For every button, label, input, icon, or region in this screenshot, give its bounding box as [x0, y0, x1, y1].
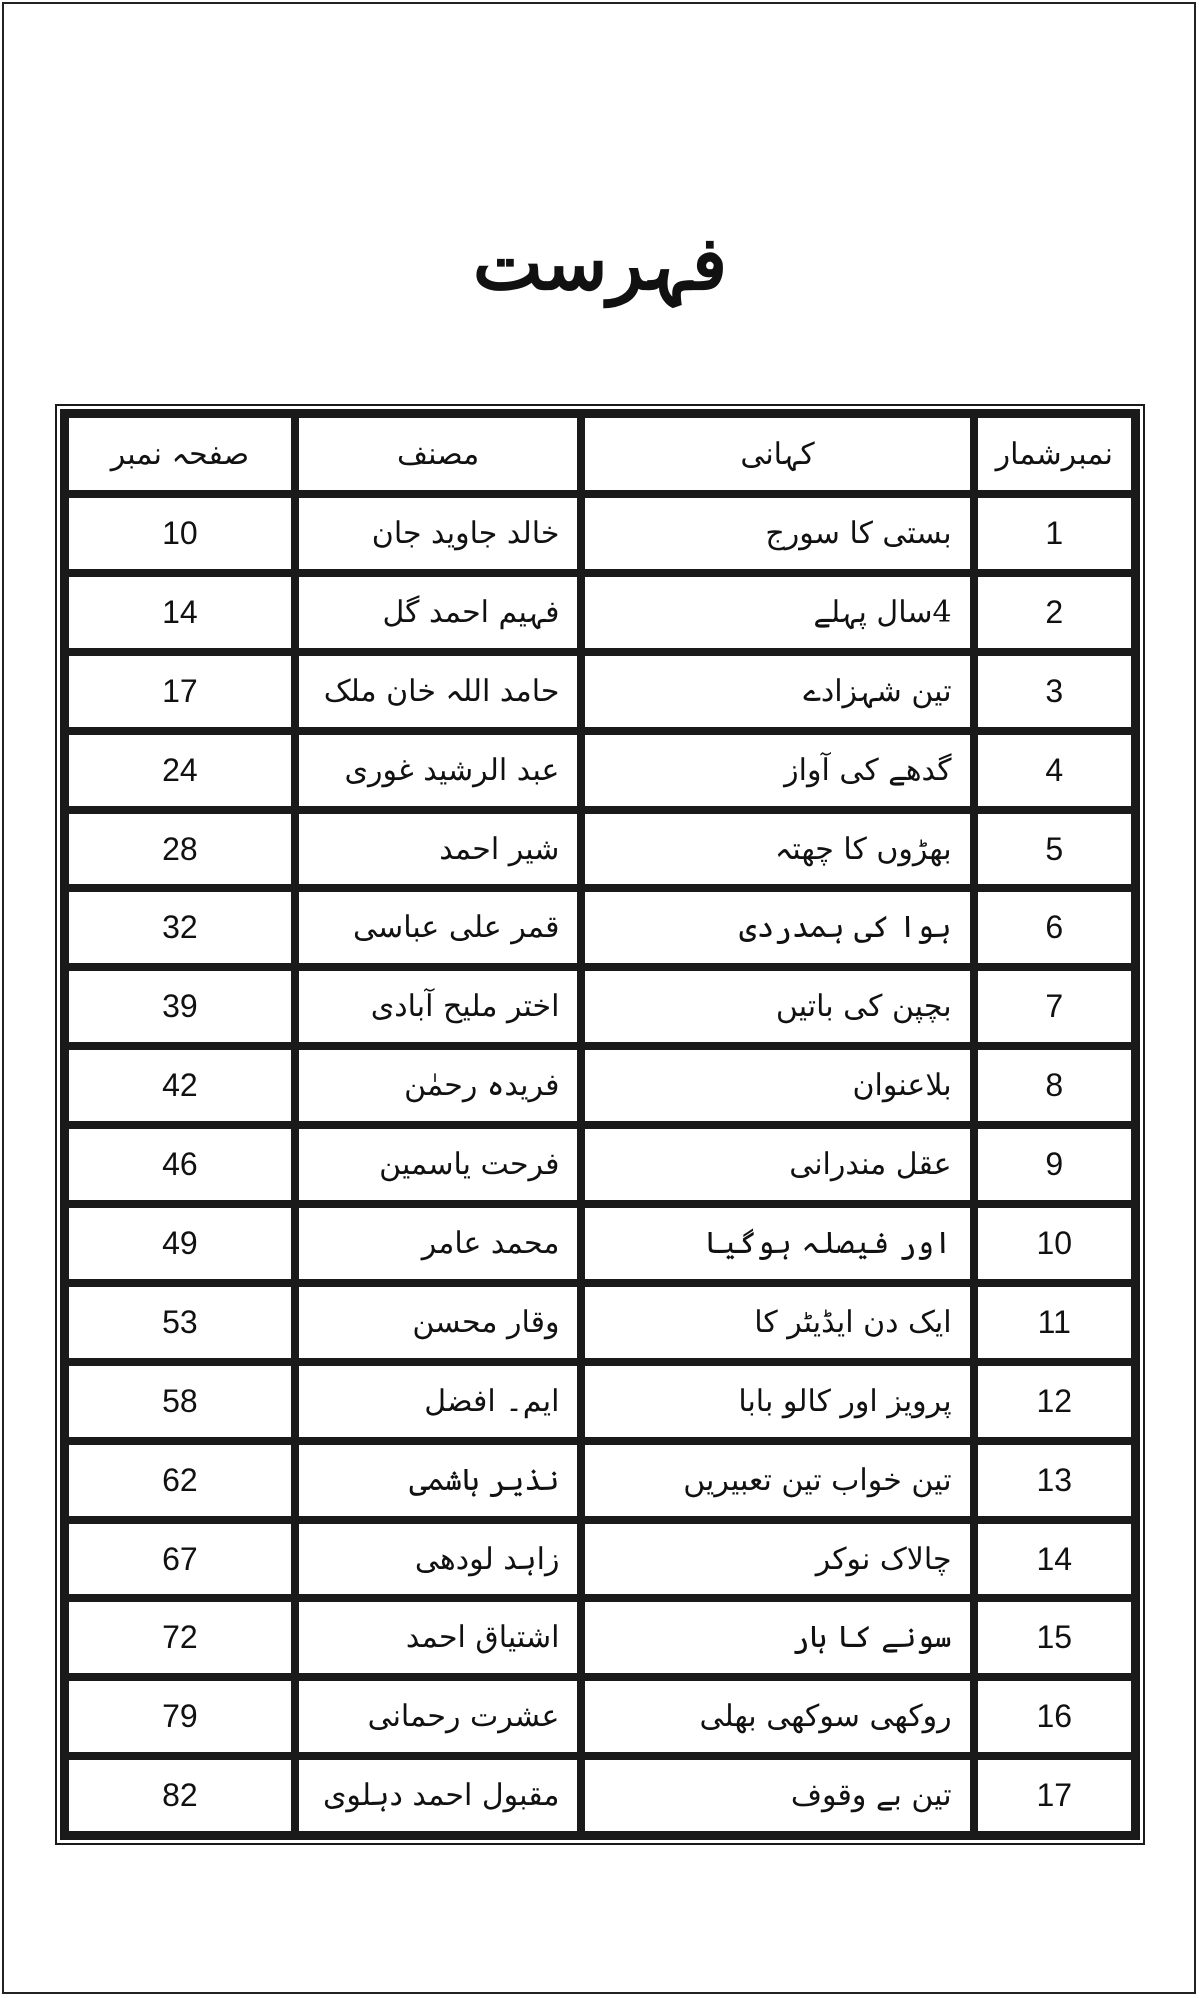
- page-number: 82: [65, 1756, 295, 1835]
- table-row: [65, 1362, 1135, 1441]
- row-number: 3: [974, 652, 1135, 731]
- story-title: بلاعنوان: [581, 1046, 973, 1125]
- author-name: ایم۔ افضل: [295, 1362, 582, 1441]
- contents-table-body: [65, 494, 1135, 1835]
- story-title: چالاک نوکر: [581, 1520, 973, 1599]
- page-number: 58: [65, 1362, 295, 1441]
- page-number: 32: [65, 888, 295, 967]
- story-title: سونے کا ہار: [581, 1598, 973, 1677]
- author-name: شیر احمد: [295, 810, 582, 889]
- author-name: قمر علی عباسی: [295, 888, 582, 967]
- row-number: 15: [974, 1598, 1135, 1677]
- table-row: [65, 573, 1135, 652]
- row-number: 16: [974, 1677, 1135, 1756]
- row-number: 2: [974, 573, 1135, 652]
- page-number: 79: [65, 1677, 295, 1756]
- table-row: [65, 1125, 1135, 1204]
- story-title: ایک دن ایڈیٹر کا: [581, 1283, 973, 1362]
- row-number: 10: [974, 1204, 1135, 1283]
- story-title: بچپن کی باتیں: [581, 967, 973, 1046]
- page-number: 62: [65, 1441, 295, 1520]
- row-number: 5: [974, 810, 1135, 889]
- page-number: 72: [65, 1598, 295, 1677]
- row-number: 4: [974, 731, 1135, 810]
- table-row: [65, 967, 1135, 1046]
- row-number: 8: [974, 1046, 1135, 1125]
- header-page: صفحہ نمبر: [65, 414, 295, 494]
- author-name: عبد الرشید غوری: [295, 731, 582, 810]
- story-title: ہوا کی ہمدردی: [581, 888, 973, 967]
- author-name: فریدہ رحمٰن: [295, 1046, 582, 1125]
- page-number: 24: [65, 731, 295, 810]
- row-number: 11: [974, 1283, 1135, 1362]
- author-name: خالد جاوید جان: [295, 494, 582, 573]
- table-row: [65, 731, 1135, 810]
- table-row: [65, 1756, 1135, 1835]
- page-number: 17: [65, 652, 295, 731]
- author-name: محمد عامر: [295, 1204, 582, 1283]
- story-title: تین شہزادے: [581, 652, 973, 731]
- row-number: 17: [974, 1756, 1135, 1835]
- row-number: 1: [974, 494, 1135, 573]
- author-name: اختر ملیح آبادی: [295, 967, 582, 1046]
- page-number: 46: [65, 1125, 295, 1204]
- contents-table: [60, 409, 1140, 1840]
- page-number: 14: [65, 573, 295, 652]
- row-number: 6: [974, 888, 1135, 967]
- table-row: [65, 1520, 1135, 1599]
- author-name: حامد اللہ خان ملک: [295, 652, 582, 731]
- story-title: تین خواب تین تعبیریں: [581, 1441, 973, 1520]
- page-number: 39: [65, 967, 295, 1046]
- page-title: فہرست: [472, 220, 728, 307]
- story-title: تین بے وقوف: [581, 1756, 973, 1835]
- table-row: [65, 888, 1135, 967]
- page-number: 49: [65, 1204, 295, 1283]
- author-name: فرحت یاسمین: [295, 1125, 582, 1204]
- author-name: عشرت رحمانی: [295, 1677, 582, 1756]
- row-number: 12: [974, 1362, 1135, 1441]
- header-number: نمبرشمار: [974, 414, 1135, 494]
- header-story: کہانی: [581, 414, 973, 494]
- row-number: 7: [974, 967, 1135, 1046]
- row-number: 13: [974, 1441, 1135, 1520]
- table-row: [65, 1204, 1135, 1283]
- story-title: روکھی سوکھی بھلی: [581, 1677, 973, 1756]
- table-row: [65, 1441, 1135, 1520]
- page-number: 67: [65, 1520, 295, 1599]
- row-number: 9: [974, 1125, 1135, 1204]
- author-name: نذیر ہاشمی: [295, 1441, 582, 1520]
- page-number: 42: [65, 1046, 295, 1125]
- page-number: 28: [65, 810, 295, 889]
- header-author: مصنف: [295, 414, 582, 494]
- table-row: [65, 810, 1135, 889]
- table-row: [65, 1677, 1135, 1756]
- table-row: [65, 652, 1135, 731]
- story-title: گدھے کی آواز: [581, 731, 973, 810]
- story-title: عقل مندرانی: [581, 1125, 973, 1204]
- story-title: بھڑوں کا چھتہ: [581, 810, 973, 889]
- row-number: 14: [974, 1520, 1135, 1599]
- table-row: [65, 1598, 1135, 1677]
- author-name: وقار محسن: [295, 1283, 582, 1362]
- story-title: بستی کا سورج: [581, 494, 973, 573]
- table-row: [65, 1046, 1135, 1125]
- author-name: مقبول احمد دہلوی: [295, 1756, 582, 1835]
- table-row: [65, 1283, 1135, 1362]
- page-number: 53: [65, 1283, 295, 1362]
- author-name: اشتیاق احمد: [295, 1598, 582, 1677]
- story-title: پرویز اور کالو بابا: [581, 1362, 973, 1441]
- table-row: [65, 494, 1135, 573]
- header-row: [65, 414, 1135, 494]
- author-name: زاہد لودھی: [295, 1520, 582, 1599]
- story-title: اور فیصلہ ہوگیا: [581, 1204, 973, 1283]
- author-name: فہیم احمد گل: [295, 573, 582, 652]
- page-number: 10: [65, 494, 295, 573]
- story-title: 4سال پہلے: [581, 573, 973, 652]
